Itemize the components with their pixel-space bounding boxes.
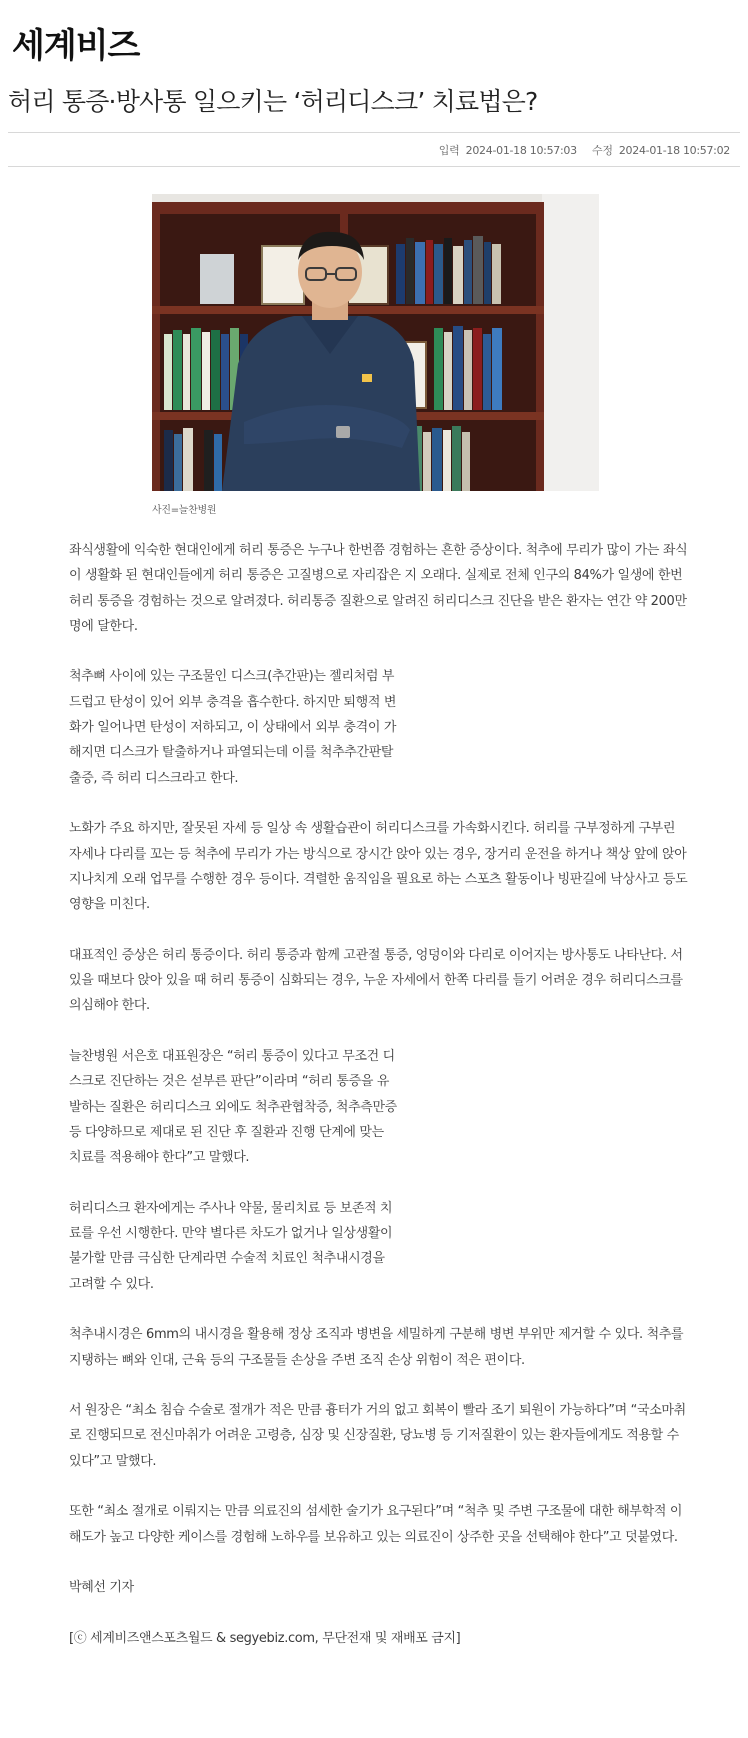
article-paragraph: 좌식생활에 익숙한 현대인에게 허리 통증은 누구나 한번쯤 경험하는 흔한 증상이다. 척추에 무리가 많이 가는 좌식이 생활화 된 현대인들에게 허리 통증은 고질병으로 자리잡은 지 오래다. 실제로 전체 인구의 84%가 일생에 한번 허리 통증을 경험하는 것으로 알려졌다. 허리통증 질환으로 알려진 허리디스크 진단을 받은 환자는 연간 약 200만명에 달한다. xyxy=(69,543,688,634)
article-paragraph: 노화가 주요 하지만, 잘못된 자세 등 일상 속 생활습관이 허리디스크를 가속화시킨다. 허리를 구부정하게 구부린 자세나 다리를 꼬는 등 척추에 무리가 가는 방식으로 장시간 앉아 있는 경우, 장거리 운전을 하거나 책상 앞에 앉아 지나치게 오래 업무를 수행한 경우 등이다. 격렬한 움직임을 필요로 하는 스포츠 활동이나 빙판길에 낙상사고 등도 영향을 미친다. xyxy=(69,821,688,913)
article-paragraph: 척추뼈 사이에 있는 구조물인 디스크(추간판)는 젤리처럼 부드럽고 탄성이 있어 외부 충격을 흡수한다. 하지만 퇴행적 변화가 일어나면 탄성이 저하되고, 이 상태에서 외부 충격이 가해지면 디스크가 탈출하거나 파열되는데 이를 척추추간판탈출증, 즉 허리 디스크라고 한다. xyxy=(69,669,397,786)
copyright-notice: [ⓒ 세계비즈앤스포츠월드 & segyebiz.com, 무단전재 및 재배포 금지] xyxy=(69,1630,461,1646)
edit-time: 2024-01-18 10:57:02 xyxy=(618,144,730,157)
byline: 박혜선 기자 xyxy=(69,1580,134,1596)
dates-divider xyxy=(8,166,740,167)
article-dates xyxy=(439,142,730,158)
edit-label: 수정 xyxy=(592,144,613,157)
article-paragraph: 척추내시경은 6mm의 내시경을 활용해 정상 조직과 병변을 세밀하게 구분해 병변 부위만 제거할 수 있다. 척추를 지탱하는 뼈와 인대, 근육 등의 구조물들 손상을 주변 조직 손상 위험이 적은 편이다. xyxy=(69,1327,684,1368)
article-paragraph: 허리디스크 환자에게는 주사나 약물, 물리치료 등 보존적 치료를 우선 시행한다. 만약 별다른 차도가 없거나 일상생활이 불가할 만큼 극심한 단계라면 수술적 치료인 척추내시경을 고려할 수 있다. xyxy=(69,1200,393,1292)
article-paragraph: 서 원장은 “최소 침습 수술로 절개가 적은 만큼 흉터가 거의 없고 회복이 빨라 조기 퇴원이 가능하다”며 “국소마취로 진행되므로 전신마취가 어려운 고령층, 심장 및 신장질환, 당뇨병 등 기저질환이 있는 환자들에게도 적용할 수 있다”고 말했다. xyxy=(69,1403,686,1469)
article-paragraph: 또한 “최소 절개로 이뤄지는 만큼 의료진의 섬세한 술기가 요구된다”며 “척추 및 주변 구조물에 대한 해부학적 이해도가 높고 다양한 케이스를 경험해 노하우를 보유하고 있는 의료진이 상주한 곳을 선택해야 한다”고 덧붙였다. xyxy=(69,1504,683,1545)
input-label: 입력 xyxy=(438,144,460,157)
photo-caption: 사진=늘찬병원 xyxy=(152,505,217,516)
article-body xyxy=(69,538,689,1676)
article-headline: 허리 통증·방사통 일으키는 ‘허리디스크’ 치료법은? xyxy=(8,87,538,116)
header-divider xyxy=(8,132,740,133)
input-time: 2024-01-18 10:57:03 xyxy=(465,144,577,157)
article-photo xyxy=(152,194,599,491)
article-paragraph: 늘찬병원 서은호 대표원장은 “허리 통증이 있다고 무조건 디스크로 진단하는 것은 섣부른 판단”이라며 “허리 통증을 유발하는 질환은 허리디스크 외에도 척추관협착증, 척추측만증 등 다양하므로 제대로 된 진단 후 질환과 진행 단계에 맞는 치료를 적용해야 한다”고 말했다. xyxy=(69,1048,397,1166)
site-logo[interactable]: 세계비즈 xyxy=(12,26,140,66)
doctor-photo-illustration xyxy=(152,194,599,491)
article-paragraph: 대표적인 증상은 허리 통증이다. 허리 통증과 함께 고관절 통증, 엉덩이와 다리로 이어지는 방사통도 나타난다. 서 있을 때보다 앉아 있을 때 허리 통증이 심화되는 경우, 누운 자세에서 한쪽 다리를 들기 어려운 경우 허리디스크를 의심해야 한다. xyxy=(69,947,683,1014)
